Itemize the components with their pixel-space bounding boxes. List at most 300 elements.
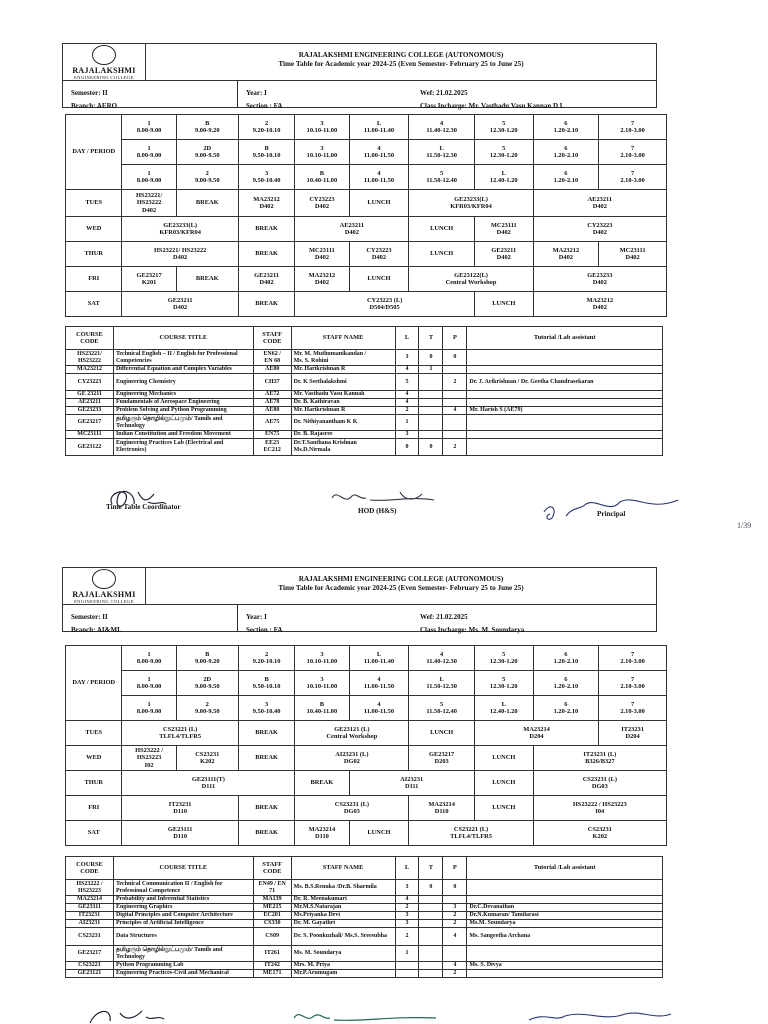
period-cell [474,165,533,190]
day-label: WED [66,217,122,242]
course-code: CS23231 [66,928,114,946]
slot-cell [533,771,666,796]
wef-date: Wef: 21.02.2025 [420,613,468,621]
period-cell [295,671,349,696]
timetable-grid-aiml [65,645,667,846]
course-staff_code: EN62 / EN 68 [253,350,291,366]
course-t [419,896,443,904]
course-code: CY23223 [66,374,114,391]
logo-sub: ENGINEERING COLLEGE [74,598,134,604]
period-cell [176,696,238,721]
slot-text: MA23212 D402 [253,195,280,210]
course-staff_code: AE78 [253,399,291,407]
course-header-staff_code: STAFF CODE [253,857,291,880]
period-number: 5 [502,144,506,152]
course-tut [467,946,663,962]
course-staff: Ms. M. Soundarya [291,946,395,962]
period-time: 11.00-11.50 [363,177,395,184]
period-time: 9.20-10.10 [252,127,281,134]
course-title: Differential Equation and Complex Variables [113,366,253,374]
course-staff_code: IT261 [253,946,291,962]
logo-sub: ENGINEERING COLLEGE [74,74,134,80]
slot-text: LUNCH [492,804,516,812]
slot-text: GE23217 K201 [136,271,162,286]
header-box [62,43,657,81]
course-title: Digital Principles and Computer Architecture [113,912,253,920]
period-number: 1 [147,700,151,708]
course-p [443,415,467,431]
course-p [443,896,467,904]
day-label: TUES [66,190,122,217]
course-row [66,928,663,946]
period-number: B [264,675,269,683]
course-staff: Dr. S. Poonkuzhali/ Ms.S. Sreesubha [291,928,395,946]
course-p [443,366,467,374]
course-staff_code: AE75 [253,415,291,431]
period-cell [599,140,667,165]
course-title: Technical Communication II / English for Professional Competence [113,880,253,896]
course-tut [467,896,663,904]
slot-cell [533,217,666,242]
period-cell [176,165,238,190]
course-code: CS23221 [66,962,114,970]
slot-cell [533,821,666,846]
period-time: 11.00-11.50 [363,708,395,715]
college-name: RAJALAKSHMI ENGINEERING COLLEGE (AUTONOMOUS) [298,51,504,59]
slot-cell [409,190,533,217]
period-number: 5 [502,650,506,658]
course-row [66,920,663,928]
period-time: 8.00-9.00 [136,658,162,665]
class-incharge: Class Incharge: Mr. Vasthadu Vasu Kannan D L [420,102,565,110]
slot-cell [295,796,409,821]
course-code: AE23211 [66,399,114,407]
class-info [62,605,657,632]
period-cell [409,165,475,190]
slot-text: IT23231 (L) B326/B327 [583,750,617,765]
slot-cell [295,190,349,217]
period-time: 1.20-2.10 [553,177,579,184]
course-title: தமிழரும் தொழில்நுட்பமும்/ Tamils and Technology [113,946,253,962]
period-number: 7 [630,650,635,658]
course-p: 2 [443,920,467,928]
course-p: 4 [443,962,467,970]
period-number: 3 [320,144,324,152]
section: Section : FA [246,102,283,110]
course-p: 4 [443,407,467,415]
period-time: 9.00-9.20 [195,127,220,134]
slot-cell [238,821,294,846]
course-t [419,928,443,946]
course-tut: Dr.C.Devanathan [467,904,663,912]
course-code: MA23214 [66,896,114,904]
course-row [66,374,663,391]
period-cell [533,671,599,696]
course-staff: Mr. Vasthadu Vasu Kannah [291,391,395,399]
course-header-staff_name: STAFF NAME [291,327,395,350]
slot-text: MA23212 D402 [552,246,580,261]
day-label: WED [66,746,122,771]
course-staff: Dr. B. Rajasree [291,431,395,439]
period-number: 2 [264,119,269,127]
slot-cell [122,771,295,796]
slot-cell [122,721,238,746]
logo-name: RAJALAKSHMI [72,65,136,75]
slot-cell [122,796,238,821]
slot-cell [295,771,349,796]
course-header-l: L [395,857,419,880]
course-t: 0 [419,439,443,456]
period-time: 11.50-12.30 [426,152,457,159]
slot-cell [533,746,666,771]
period-number: 7 [630,119,635,127]
period-time: 2.10-3.00 [620,127,645,134]
period-time: 9.00-9.50 [195,177,220,184]
period-cell [474,696,533,721]
course-staff: Mr. Harikrishnan R [291,407,395,415]
slot-text: HS23222 / HS23223 I02 [135,746,164,769]
period-cell [176,115,238,140]
period-time: 9.00-9.20 [195,658,220,665]
period-time: 2.10-3.00 [620,152,645,159]
slot-text: GE23121 (L) Central Workshop [326,725,378,740]
period-cell [409,696,475,721]
period-time: 10.10-11.00 [306,127,338,134]
period-cell [122,115,176,140]
course-row [66,391,663,399]
slot-text: LUNCH [430,250,454,258]
slot-text: CY23223 D402 [587,221,613,236]
slot-text: AE23211 D402 [339,221,365,236]
period-cell [295,115,349,140]
course-tut [467,431,663,439]
period-cell [599,165,667,190]
course-tut: Dr.N.Kumaran/ Tamilarasi [467,912,663,920]
course-staff: Dr. R. Meenakumari [291,896,395,904]
slot-cell [474,746,533,771]
course-t [419,946,443,962]
slot-cell [238,217,294,242]
period-number: B [319,700,325,708]
slot-cell [122,821,238,846]
course-tut [467,391,663,399]
slot-cell [349,190,409,217]
course-title: Problem Solving and Python Programming [113,407,253,415]
period-time: 12.30-1.20 [489,658,518,665]
course-code: GE23121 [66,970,114,978]
course-staff: Ms.Priyanka Devi [291,912,395,920]
course-staff: Dr. M. Gayathri [291,920,395,928]
period-time: 11.00-11.50 [363,683,395,690]
course-t [419,374,443,391]
course-p: 4 [443,928,467,946]
course-t [419,431,443,439]
period-time: 1.20-2.10 [553,708,579,715]
period-cell [349,671,409,696]
course-p: 2 [443,439,467,456]
period-cell [238,140,294,165]
slot-cell [474,217,533,242]
period-time: 1.20-2.10 [553,658,579,665]
period-time: 9.00-9.50 [195,152,220,159]
period-cell [409,646,475,671]
slot-cell [295,721,409,746]
course-l: 4 [395,896,419,904]
period-cell [122,646,176,671]
period-number: 3 [320,650,324,658]
course-t [419,962,443,970]
course-p: 0 [443,350,467,366]
course-row [66,896,663,904]
day-label: SAT [66,821,122,846]
course-l: 4 [395,399,419,407]
academic-title: Time Table for Academic year 2024-25 (Even Semester- February 25 to June 25) [278,60,524,68]
slot-cell [122,217,238,242]
principal-signature [540,492,682,526]
period-cell [176,140,238,165]
period-number: 4 [377,144,381,152]
period-time: 9.20-10.10 [252,658,281,665]
period-time: 1.20-2.10 [553,127,579,134]
course-p: 0 [443,880,467,896]
period-number: 5 [502,119,506,127]
course-p [443,391,467,399]
slot-text: BREAK [255,729,278,737]
slot-cell [176,190,238,217]
sig-principal-label: Principal [597,510,626,518]
semester: Semester: II [71,89,108,97]
course-t: 0 [419,880,443,896]
course-code: GE23217 [66,946,114,962]
period-number: B [264,144,269,152]
period-time: 11.50-12.40 [426,177,457,184]
slot-text: LUNCH [492,754,516,762]
course-l: 2 [395,904,419,912]
year: Year: I [246,89,267,97]
period-time: 11.40-12.30 [426,127,457,134]
period-number: 4 [440,119,444,127]
course-title: Engineering Chemistry [113,374,253,391]
slot-text: IT23231 D204 [621,725,644,740]
period-number: 7 [630,169,635,177]
course-tut: Mr. Harish S (AE79) [467,407,663,415]
period-cell [599,646,667,671]
course-l: 2 [395,928,419,946]
slot-text: AI23231 D111 [400,775,424,790]
slot-cell [176,746,238,771]
course-header-t: T [419,327,443,350]
slot-cell [409,821,533,846]
slot-cell [474,771,533,796]
course-staff: Mr.M.S.Natarajan [291,904,395,912]
course-title: Technical English – II / English for Professional Competencies [113,350,253,366]
period-cell [295,646,349,671]
period-number: 4 [377,169,381,177]
slot-cell [238,292,294,317]
period-number: 6 [564,119,568,127]
slot-cell [122,746,176,771]
course-l: 2 [395,407,419,415]
slot-cell [238,796,294,821]
slot-text: HS23221/ HS23222 D402 [135,191,163,214]
period-number: 1 [147,650,151,658]
slot-cell [176,267,238,292]
slot-cell [295,267,349,292]
course-t [419,904,443,912]
college-name: RAJALAKSHMI ENGINEERING COLLEGE (AUTONOMOUS) [298,575,504,583]
period-number: 4 [377,675,381,683]
slot-cell [122,242,238,267]
slot-text: BREAK [255,829,278,837]
branch: Branch: AERO [71,102,118,110]
course-tut [467,880,663,896]
period-number: 3 [320,119,324,127]
period-cell [295,165,349,190]
course-title: Engineering Mechanics [113,391,253,399]
slot-cell [533,267,666,292]
timetable-block-aero [62,43,657,108]
course-staff: Dr. K Seethalakshmi [291,374,395,391]
slot-cell [409,796,475,821]
period-number: 2 [264,650,269,658]
course-code: GE23111 [66,904,114,912]
period-time: 11.00-11.50 [363,152,395,159]
period-cell [238,115,294,140]
slot-text: LUNCH [492,300,516,308]
course-header-l: L [395,327,419,350]
course-staff_code: CS330 [253,920,291,928]
college-logo [63,44,146,80]
slot-text: GE23111(T) D111 [191,775,225,790]
course-l: 0 [395,439,419,456]
course-title: Probability and Inferential Statistics [113,896,253,904]
course-p: 2 [443,374,467,391]
course-tut [467,439,663,456]
course-header-tutorial: Tutorial /Lab assistant [467,857,663,880]
course-staff: Dr.T.Santhana Krishnan Ms.D.Nirmala [291,439,395,456]
period-time: 2.10-3.00 [620,708,645,715]
course-l: 3 [395,431,419,439]
period-time: 12.40-1.20 [489,708,518,715]
course-staff: Ms. B.S.Renuka /Dr.B. Sharmila [291,880,395,896]
period-cell [599,671,667,696]
period-number: B [319,169,325,177]
slot-cell [474,796,533,821]
period-cell [122,165,176,190]
period-time: 8.00-9.00 [136,683,162,690]
course-staff_code: EN49 / EN 71 [253,880,291,896]
course-t [419,920,443,928]
period-cell [599,115,667,140]
course-p: 2 [443,912,467,920]
period-number: 5 [440,169,444,177]
slot-cell [349,267,409,292]
period-time: 10.10-11.00 [306,683,338,690]
academic-title: Time Table for Academic year 2024-25 (Even Semester- February 25 to June 25) [278,584,524,592]
period-cell [474,646,533,671]
coordinator-signature [100,482,170,518]
period-time: 8.00-9.00 [136,708,162,715]
course-row [66,439,663,456]
period-cell [533,646,599,671]
period-number: B [205,119,210,127]
lamp-emblem-icon [92,45,116,65]
period-cell [599,696,667,721]
slot-text: CS23231 (L) DG03 [582,775,617,790]
slot-text: MA23212 D402 [586,296,614,311]
course-row [66,431,663,439]
course-p: 3 [443,904,467,912]
wef-date: Wef: 21.02.2025 [420,89,468,97]
slot-cell [238,746,294,771]
period-number: 7 [630,675,635,683]
period-time: 8.00-9.00 [136,152,162,159]
period-cell [533,115,599,140]
day-label: THUR [66,771,122,796]
period-cell [474,140,533,165]
slot-text: BREAK [255,300,278,308]
slot-text: MA23214 D110 [308,825,336,840]
course-l [395,970,419,978]
course-l: 3 [395,920,419,928]
period-time: 1.20-2.10 [553,152,579,159]
slot-cell [122,190,176,217]
course-p: 2 [443,970,467,978]
course-row [66,970,663,978]
period-cell [349,140,409,165]
period-cell [176,671,238,696]
course-staff: Mrs. M. Priya [291,962,395,970]
period-number: L [376,119,382,127]
period-time: 9.50-10.40 [252,177,281,184]
slot-text: CS23221 (L) TLFL4/TLFR5 [450,825,492,840]
period-number: 7 [630,144,635,152]
course-staff_code: ME171 [253,970,291,978]
course-row [66,880,663,896]
slot-text: GE23233(L) KFR03/KFR04 [450,195,492,210]
period-cell [409,115,475,140]
course-tut: Dr. J. Arikrishnan / Dr. Geetha Chandrasekaran [467,374,663,391]
slot-text: GE23111 D110 [167,825,193,840]
period-cell [122,140,176,165]
slot-text: MA23214 D110 [428,800,455,815]
course-table-aiml [65,856,663,978]
course-code: AI23231 [66,920,114,928]
period-cell [238,165,294,190]
course-l: 4 [395,366,419,374]
course-staff: Dr. B. Kathiravan [291,399,395,407]
slot-cell [474,721,598,746]
period-cell [238,696,294,721]
period-cell [349,115,409,140]
period-cell [533,165,599,190]
course-staff_code: AE80 [253,366,291,374]
slot-cell [238,190,294,217]
course-code: MC23111 [66,431,114,439]
period-time: 9.50-10.10 [252,683,281,690]
slot-cell [295,746,409,771]
period-number: 6 [564,144,568,152]
course-code: IT23231 [66,912,114,920]
course-tut [467,415,663,431]
period-time: 2.10-3.00 [620,683,645,690]
slot-cell [599,721,667,746]
slot-text: BREAK [195,275,219,283]
course-header-t: T [419,857,443,880]
slot-text: GE23211 D402 [254,271,279,286]
period-number: 3 [320,675,324,683]
course-header-title: COURSE TITLE [113,327,253,350]
